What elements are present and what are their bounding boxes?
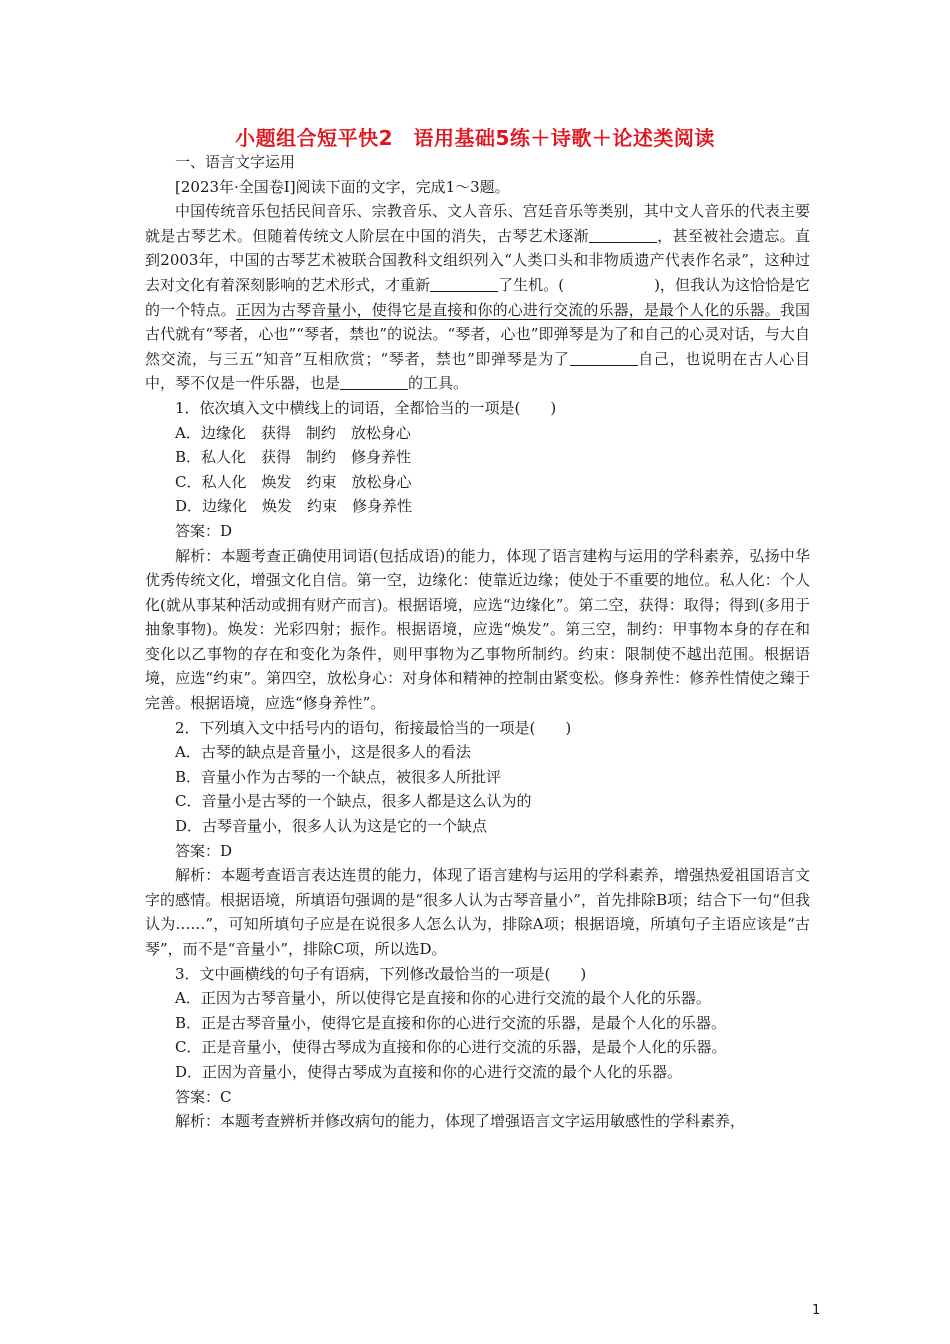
passage-text: 自己，也说明在古人心目中，琴不仅是一件乐器，也是 (145, 349, 810, 393)
passage-text: 我国古代就有“琴者，心也”“琴者，禁也”的说法。“琴者，心也”即弹琴是为了和自己的心灵对话，与大自然交流，与三五“知音”互相欣赏；“琴者，禁也”即弹琴是为了 (145, 300, 810, 368)
passage-text: )，但我认为这恰恰是它的一个特点。 (145, 275, 810, 319)
passage-text: 中国传统音乐包括民间音乐、宗教音乐、文人音乐、宫廷音乐等类别，其中文人音乐的代表主要就是古琴艺术。但随着传统文人阶层在中国的消失，古琴艺术逐渐 (145, 202, 810, 245)
question-stem: 1．依次填入文中横线上的词语，全都恰当的一项是( ) (175, 398, 557, 417)
passage-text: 的工具。 (408, 374, 469, 393)
question-stem: 3．文中画横线的句子有语病，下列修改最恰当的一项是( ) (175, 964, 587, 983)
option-b: B．正是古琴音量小，使得它是直接和你的心进行交流的乐器，是最个人化的乐器。 (175, 1013, 727, 1032)
blank-3 (570, 349, 638, 366)
option-a: A．边缘化 获得 制约 放松身心 (175, 423, 411, 442)
analysis: 解析：本题考查语言表达连贯的能力，体现了语言建构与运用的学科素养，增强热爱祖国语言文字的感情。根据语境，所填语句强调的是“很多人认为古琴音量小”，首先排除B项；结合下一句“但我认为……”，可知所填句子应是在说很多人怎么认为，排除A项；根据语境，所填句子主语应该是“古琴”，而不是“音量小”，排除C项，所以选D。 (145, 866, 810, 958)
option-b: B．音量小作为古琴的一个缺点，被很多人所批评 (175, 767, 502, 786)
answer: 答案：C (175, 1087, 232, 1106)
answer: 答案：D (175, 841, 233, 860)
option-c: C．音量小是古琴的一个缺点，很多人都是这么认为的 (175, 792, 532, 811)
option-a: A．正因为古琴音量小，所以使得它是直接和你的心进行交流的最个人化的乐器。 (175, 989, 711, 1008)
option-c: C．正是音量小，使得古琴成为直接和你的心进行交流的乐器，是最个人化的乐器。 (175, 1038, 727, 1057)
answer: 答案：D (175, 521, 233, 540)
blank-4 (340, 373, 408, 390)
page-number: 1 (812, 1303, 821, 1318)
page-title: 小题组合短平快2 语用基础5练＋诗歌＋论述类阅读 (235, 126, 715, 150)
option-d: D．正因为音量小，使得古琴成为直接和你的心进行交流的最个人化的乐器。 (175, 1062, 683, 1081)
blank-2 (430, 275, 498, 292)
analysis: 解析：本题考查辨析并修改病句的能力，体现了增强语言文字运用敏感性的学科素养， (175, 1112, 746, 1131)
passage-text: 了生机。( (498, 275, 565, 294)
document-body (145, 150, 810, 1134)
underlined-sentence: 正因为古琴音量小，使得它是直接和你的心进行交流的乐器，是最个人化的乐器。 (235, 300, 780, 319)
reading-passage (145, 199, 810, 396)
blank-1 (589, 226, 657, 243)
option-a: A．古琴的缺点是音量小，这是很多人的看法 (175, 743, 471, 762)
option-d: D．古琴音量小，很多人认为这是它的一个缺点 (175, 817, 488, 836)
question-stem: 2．下列填入文中括号内的语句，衔接最恰当的一项是( ) (175, 718, 572, 737)
option-b: B．私人化 获得 制约 修身养性 (175, 448, 412, 467)
option-c: C．私人化 焕发 约束 放松身心 (175, 472, 412, 491)
option-d: D．边缘化 焕发 约束 修身养性 (175, 497, 413, 516)
source-line: [2023年·全国卷Ⅰ]阅读下面的文字，完成1～3题。 (175, 177, 510, 196)
section-heading: 一、语言文字运用 (175, 153, 296, 171)
passage-text: ，甚至被社会遗忘。直到2003年，中国的古琴艺术被联合国教科文组织列入“人类口头和非物质遗产代表作名录”，这种过去对文化有着深刻影响的艺术形式，才重新 (145, 226, 810, 294)
analysis: 解析：本题考查正确使用词语(包括成语)的能力，体现了语言建构与运用的学科素养，弘扬中华优秀传统文化，增强文化自信。第一空，边缘化：使靠近边缘；使处于不重要的地位。私人化：个人化(就从事某种活动或拥有财产而言)。根据语境，应选“边缘化”。第二空，获得：取得；得到(多用于抽象事物)。焕发：光彩四射；振作。根据语境，应选“焕发”。第三空，制约：甲事物本身的存在和变化以乙事物的存在和变化为条件，则甲事物为乙事物所制约。约束：限制使不越出范围。根据语境，应选“约束”。第四空，放松身心：对身体和精神的控制由紧变松。修身养性：修养性情使之臻于完善。根据语境，应选“修身养性”。 (145, 546, 810, 713)
